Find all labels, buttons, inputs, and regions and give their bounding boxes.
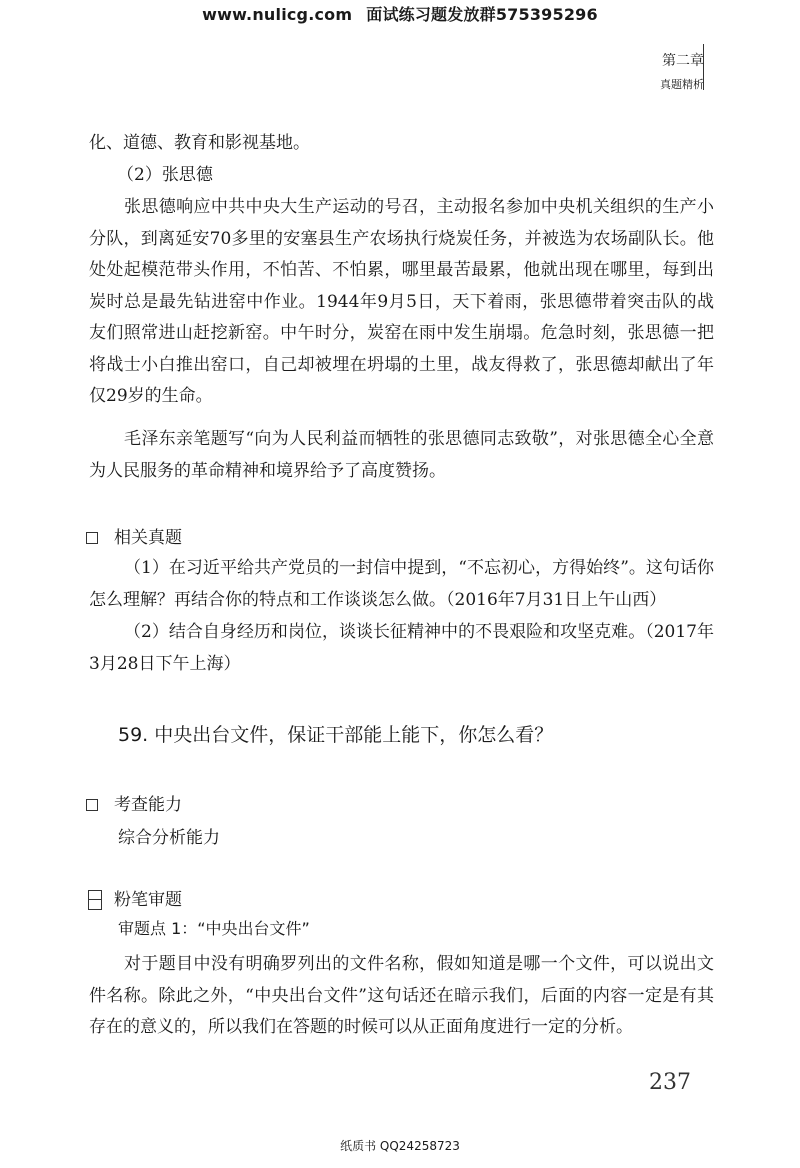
- related-question-1: （1）在习近平给共产党员的一封信中提到，“不忘初心，方得始终”。这句话你怎么理解？再结合你的特点和工作谈谈怎么做。（2016年7月31日上午山西）: [89, 558, 714, 610]
- paragraph-zhang-side: 张思德响应中共中央大生产运动的号召，主动报名参加中央机关组织的生产小分队，到离延安70多里的安塞县生产农场执行烧炭任务，并被选为农场副队长。他处处起模范带头作用，不怕苦、不怕累，哪里最苦最累，他就出现在哪里，每到出炭时总是最先钻进窑中作业。1944年9月5日，天下着雨，张思德带着突击队的战友们照常进山赶挖新窑。中午时分，炭窑在雨中发生崩塌。危急时刻，张思德一把将战士小白推出窑口，自己却被埋在坍塌的土里，战友得救了，张思德却献出了年仅29岁的生命。: [89, 197, 714, 406]
- related-heading-text: 相关真题: [114, 528, 182, 548]
- section-title: 真题精析: [660, 78, 704, 91]
- page-number: 237: [649, 1070, 691, 1095]
- analysis-point: 审题点 1：“中央出台文件”: [118, 919, 310, 938]
- related-heading: [86, 523, 182, 548]
- watermark: [0, 2, 800, 25]
- question-title: 59. 中央出台文件，保证干部能上能下，你怎么看？: [118, 724, 554, 746]
- analysis-text: 对于题目中没有明确罗列出的文件名称，假如知道是哪一个文件，可以说出文件名称。除此之外，“中央出台文件”这句话还在暗示我们，后面的内容一定是有其存在的意义的，所以我们在答题的时候可以从正面角度进行一定的分析。: [89, 954, 714, 1037]
- bullet-square-icon: [86, 532, 98, 544]
- running-header: [660, 50, 704, 92]
- footer: 纸质书 QQ24258723: [340, 1139, 460, 1153]
- ability-heading: [86, 790, 182, 815]
- paragraph-continued: 化、道德、教育和影视基地。: [89, 133, 310, 153]
- subsection-title: （2）张思德: [117, 165, 213, 185]
- analysis-heading-text: 粉笔审题: [114, 890, 182, 910]
- paragraph-mao-tribute: 毛泽东亲笔题写“向为人民利益而牺牲的张思德同志致敬”，对张思德全心全意为人民服务的革命精神和境界给予了高度赞扬。: [89, 429, 714, 481]
- watermark-text: 面试练习题发放群575395296: [366, 5, 598, 24]
- related-question-2: （2）结合自身经历和岗位，谈谈长征精神中的不畏艰险和攻坚克难。（2017年3月28日下午上海）: [89, 622, 714, 674]
- watermark-site: www.nulicg.com: [202, 5, 353, 24]
- analysis-heading: [88, 885, 182, 910]
- ability-text: 综合分析能力: [118, 828, 220, 848]
- grid-box-icon: [88, 890, 102, 910]
- chapter-title: 第二章: [662, 53, 704, 69]
- ability-heading-text: 考查能力: [114, 795, 182, 815]
- bullet-square-icon: [86, 799, 98, 811]
